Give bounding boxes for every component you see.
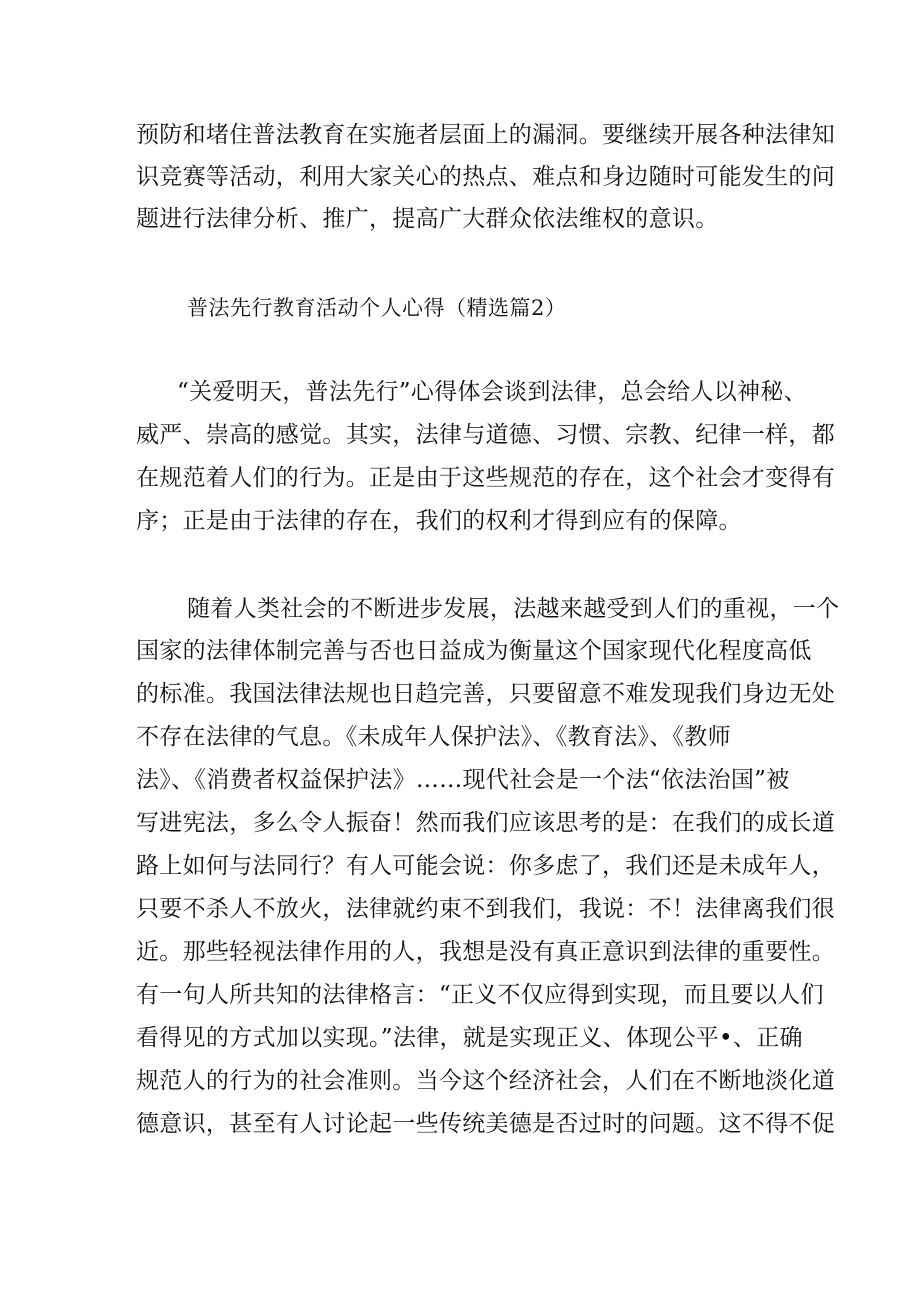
paragraph-3-line-3: 的标准。我国法律法规也日趋完善，只要留意不难发现我们身边无处 [136, 681, 835, 707]
paragraph-3-line-9: 近。那些轻视法律作用的人，我想是没有真正意识到法律的重要性。 [136, 939, 835, 965]
paragraph-3-line-1: 随着人类社会的不断进步发展，法越来越受到人们的重视，一个 [187, 596, 840, 622]
paragraph-3-line-4: 不存在法律的气息。《未成年人保护法》、《教育法》、《教师 [136, 724, 731, 750]
paragraph-3-line-8: 只要不杀人不放火，法律就约束不到我们，我说：不！法律离我们很 [136, 896, 835, 922]
paragraph-3-line-2: 国家的法律体制完善与否也日益成为衡量这个国家现代化程度高低 [136, 638, 812, 664]
paragraph-1-line-1: 预防和堵住普法教育在实施者层面上的漏洞。要继续开展各种法律知 [136, 122, 835, 148]
section-heading: 普法先行教育活动个人心得（精选篇2） [187, 296, 567, 320]
paragraph-2-line-1: “关爱明天，普法先行”心得体会谈到法律，总会给人以神秘、 [177, 379, 807, 405]
paragraph-1-line-3: 题进行法律分析、推广，提高广大群众依法维权的意识。 [136, 206, 719, 232]
paragraph-2-line-4: 序；正是由于法律的存在，我们的权利才得到应有的保障。 [136, 508, 742, 534]
paragraph-1-line-2: 识竞赛等活动，利用大家关心的热点、难点和身边随时可能发生的问 [136, 164, 835, 190]
paragraph-3-line-11: 看得见的方式加以实现。”法律，就是实现正义、体现公平•、正确 [136, 1025, 803, 1051]
paragraph-3-line-5: 法》、《消费者权益保护法》……现代社会是一个法“依法治国”被 [136, 767, 790, 793]
paragraph-3-line-13: 德意识，甚至有人讨论起一些传统美德是否过时的问题。这不得不促 [136, 1111, 835, 1137]
paragraph-2-line-2: 威严、崇高的感觉。其实，法律与道德、习惯、宗教、纪律一样，都 [136, 422, 835, 448]
paragraph-3-line-10: 有一句人所共知的法律格言：“正义不仅应得到实现，而且要以人们 [136, 982, 824, 1008]
paragraph-2-line-3: 在规范着人们的行为。正是由于这些规范的存在，这个社会才变得有 [136, 465, 835, 491]
paragraph-3-line-7: 路上如何与法同行？有人可能会说：你多虑了，我们还是未成年人， [136, 853, 835, 879]
paragraph-3-line-12: 规范人的行为的社会准则。当今这个经济社会，人们在不断地淡化道 [136, 1068, 835, 1094]
paragraph-3-line-6: 写进宪法，多么令人振奋！然而我们应该思考的是：在我们的成长道 [136, 810, 835, 836]
